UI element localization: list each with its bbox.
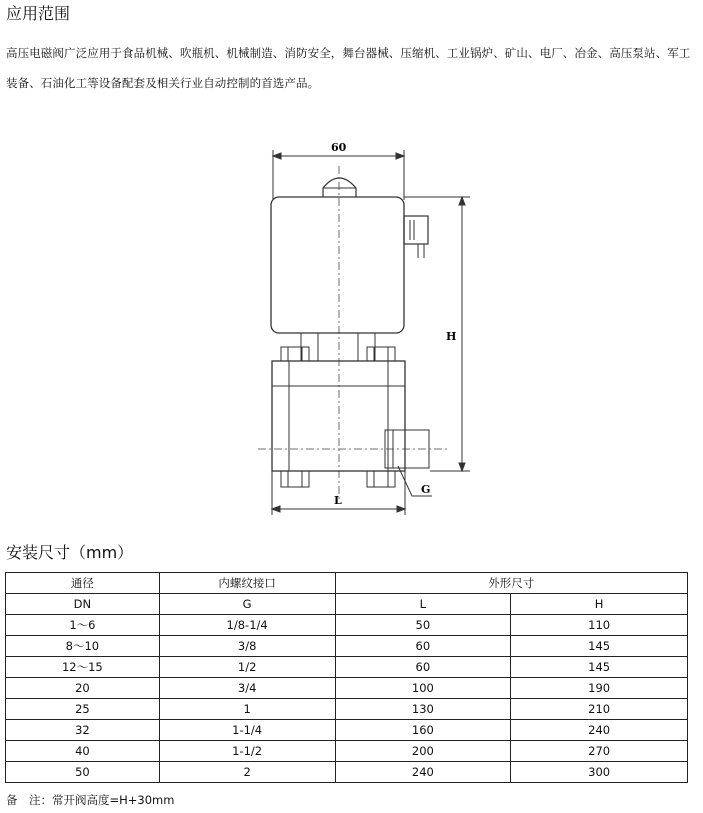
section-title-dimensions: 安装尺寸（mm） [6, 543, 134, 562]
cell-g: 2 [159, 762, 335, 783]
header-dn-top: 通径 [6, 573, 160, 594]
table-row [6, 741, 688, 762]
cell-g: 1-1/2 [159, 741, 335, 762]
header-l: L [335, 594, 511, 615]
cell-l: 60 [335, 657, 511, 678]
cell-h: 145 [511, 636, 688, 657]
table-row [6, 657, 688, 678]
cell-h: 300 [511, 762, 688, 783]
cell-dn: 32 [6, 720, 160, 741]
header-outline-group: 外形尺寸 [335, 573, 688, 594]
cell-l: 130 [335, 699, 511, 720]
cell-g: 3/8 [159, 636, 335, 657]
cell-l: 50 [335, 615, 511, 636]
cell-l: 160 [335, 720, 511, 741]
header-g-top: 内螺纹接口 [159, 573, 335, 594]
cell-g: 1 [159, 699, 335, 720]
cell-dn: 20 [6, 678, 160, 699]
cell-h: 210 [511, 699, 688, 720]
dim-height-label: H [446, 330, 457, 343]
cell-h: 190 [511, 678, 688, 699]
table-row [6, 636, 688, 657]
cell-h: 145 [511, 657, 688, 678]
cell-l: 100 [335, 678, 511, 699]
table-header-row [6, 573, 688, 594]
header-g-bottom: G [159, 594, 335, 615]
cell-h: 270 [511, 741, 688, 762]
cell-dn: 40 [6, 741, 160, 762]
cell-dn: 12～15 [6, 657, 160, 678]
cell-l: 60 [335, 636, 511, 657]
cell-l: 240 [335, 762, 511, 783]
section-title-application: 应用范围 [6, 4, 71, 23]
table-row [6, 720, 688, 741]
table-row [6, 678, 688, 699]
table-header-row [6, 594, 688, 615]
cell-g: 1/2 [159, 657, 335, 678]
cell-h: 110 [511, 615, 688, 636]
table-row [6, 699, 688, 720]
cell-dn: 25 [6, 699, 160, 720]
cell-dn: 50 [6, 762, 160, 783]
header-h: H [511, 594, 688, 615]
dim-port-label: G [421, 483, 431, 496]
cell-g: 1/8-1/4 [159, 615, 335, 636]
cell-g: 1-1/4 [159, 720, 335, 741]
cell-h: 240 [511, 720, 688, 741]
dim-length-label: L [334, 494, 342, 507]
table-row [6, 615, 688, 636]
footnote: 备 注：常开阀高度=H+30mm [6, 793, 175, 807]
dimensions-table [5, 572, 688, 783]
cell-dn: 8～10 [6, 636, 160, 657]
dim-width-label: 60 [331, 141, 347, 154]
header-dn-bottom: DN [6, 594, 160, 615]
cell-dn: 1～6 [6, 615, 160, 636]
cell-g: 3/4 [159, 678, 335, 699]
cell-l: 200 [335, 741, 511, 762]
table-row [6, 762, 688, 783]
application-paragraph: 高压电磁阀广泛应用于食品机械、吹瓶机、机械制造、消防安全，舞台器械、压缩机、工业锅炉、矿山、电厂、冶金、高压泵站、军工装备、石油化工等设备配套及相关行业自动控制的首选产品。 [6, 46, 691, 90]
